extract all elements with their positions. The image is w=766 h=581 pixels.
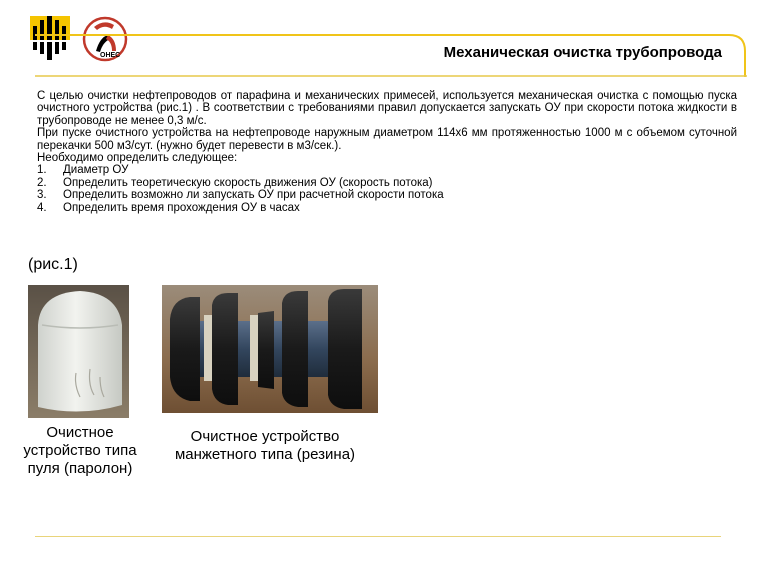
task-description — [37, 90, 737, 214]
caption-foam-pig: Очистное устройство типа пуля (паролон) — [23, 424, 137, 477]
list-item: 4. Определить время прохождения ОУ в часах — [37, 201, 300, 214]
caption-cup-pig: Очистное устройство манжетного типа (резина) — [174, 428, 356, 463]
page-title: Механическая очистка трубопровода — [443, 44, 722, 61]
cup-pig-photo — [162, 285, 378, 413]
task-list — [37, 164, 737, 214]
list-item: 3. Определить возможно ли запускать ОУ при расчетной скорости потока — [37, 189, 444, 202]
svg-text:ОНЕС: ОНЕС — [100, 52, 121, 59]
intro-paragraph-1: С целью очистки нефтепроводов от парафина и механических примесей, используется механическая очистка с помощью пуска очистного устройства (рис.1) . В соответствии с требованиями правил допускается запускать ОУ при скорости потока жидкости в трубопроводе не менее 0,3 м/с. — [37, 90, 737, 127]
list-item: 1. Диаметр ОУ — [37, 164, 129, 177]
intro-paragraph-3: Необходимо определить следующее: — [37, 152, 238, 165]
footer-divider — [35, 536, 721, 537]
foam-pig-photo — [28, 285, 129, 418]
intro-paragraph-2: При пуске очистного устройства на нефтепроводе наружным диаметром 114х6 мм протяженностью 1000 м с объемом суточной перекачки 500 м3/сут. (нужно будет перевести в м3/сек.). — [37, 127, 737, 152]
figure-label: (рис.1) — [28, 256, 78, 273]
list-item: 2. Определить теоретическую скорость движения ОУ (скорость потока) — [37, 176, 433, 189]
